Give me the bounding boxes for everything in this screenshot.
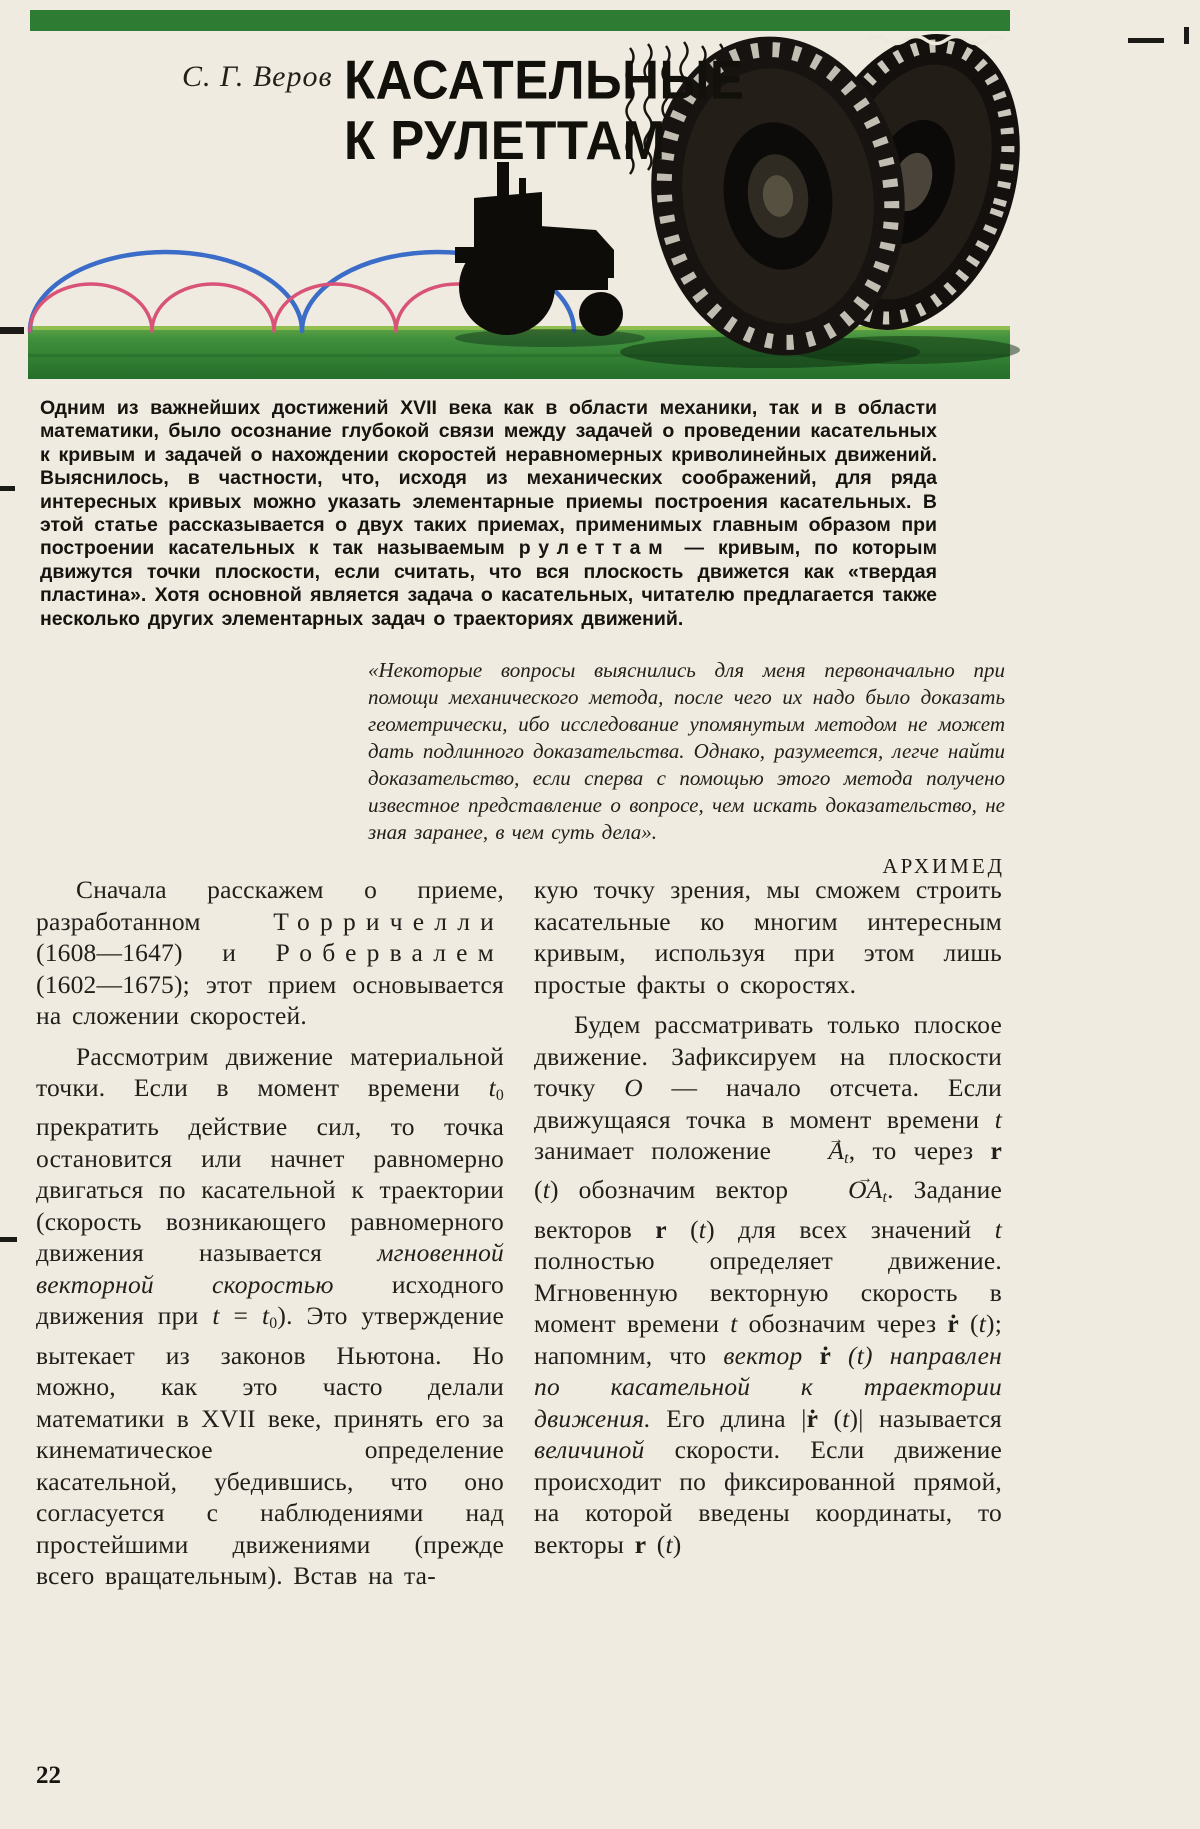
article-title-line1: КАСАТЕЛЬНЫЕ xyxy=(344,48,745,111)
epigraph-text: «Некоторые вопросы выяснились для меня первоначально при помощи механического метода, после чего их надо было доказать геометрически, ибо исследование упомянутым методом не может дать подлинного доказательства. Однако, разумеется, легче найти доказательство, если сперва с помощью этого метода получено известное представление о вопросе, чем искать доказательство, не зная заранее, в чем суть дела». xyxy=(368,658,1005,844)
print-mark xyxy=(0,327,24,334)
tractor-shadow xyxy=(455,329,645,347)
page-number: 22 xyxy=(36,1762,61,1789)
tractor-silhouette xyxy=(455,162,623,336)
print-mark xyxy=(0,1237,17,1242)
paragraph: Будем рассматривать только плоское движение. Зафиксируем на плоскости точку O — начало отсчета. Если движущаяся точка в момент времени t занимает положение $A \to_t$, то через r (t) обозначим вектор OA $\to_t$. Задание векторов r (t) для всех значений t полностью определяет движение. Мгновенную векторную скорость в момент времени t обозначим через ṙ (t); напомним, что вектор ṙ (t) направлен по касательной к траектории движения. Его длина |ṙ (t)| называется величиной скорости. Если движение происходит по фиксированной прямой, на которой введены координаты, то векторы r (t) xyxy=(534,1009,1002,1560)
body-column-right xyxy=(534,874,1002,1592)
epigraph-attribution: АРХИМЕД xyxy=(882,854,1005,878)
cycloid-arc-pink xyxy=(30,284,518,331)
article-body xyxy=(36,874,1002,1592)
paragraph: кую точку зрения, мы сможем строить касательные ко многим интересным кривым, используя при этом лишь простые факты о скоростях. xyxy=(534,875,1002,999)
print-mark xyxy=(1128,38,1164,43)
article-author: С. Г. Веров xyxy=(182,60,333,93)
print-mark xyxy=(0,486,15,491)
print-mark xyxy=(1184,27,1189,44)
paragraph: Сначала расскажем о приеме, разработанном Торричелли (1608—1647) и Робервалем (1602—1675); этот прием основывается на сложении скоростей. xyxy=(36,875,504,1030)
article-title xyxy=(344,50,744,171)
article-title-line2: К РУЛЕТТАМ xyxy=(344,109,666,171)
body-column-left xyxy=(36,874,504,1592)
epigraph xyxy=(368,657,1005,879)
article-abstract: Одним из важнейших достижений XVII века как в области механики, так и в области математики, было осознание глубокой связи между задачей о проведении касательных к кривым и задачей о нахождении скоростей неравномерных криволинейных движений. Выяснилось, в частности, что, исходя из механических соображений, для ряда интересных кривых можно указать элементарные приемы построения касательных. В этой статье рассказывается о двух таких приемах, применимых главным образом при построении касательных к так называемым рулеттам — кривым, по которым движутся точки плоскости, если считать, что вся плоскость движется как «твердая пластина». Хотя основной является задача о касательных, читателю предлагается также несколько других элементарных задач о траекториях движений. xyxy=(40,397,938,630)
paragraph: Рассмотрим движение материальной точки. Если в момент времени $t_0$ прекратить действие сил, то точка остановится или начнет равномерно двигаться по касательной к траектории (скорость возникающего равномерного движения называется мгновенной векторной скоростью исходного движения при $t = t_0$). Это утверждение вытекает из законов Ньютона. Но можно, как это часто делали математики в XVII веке, принять его за кинематическое определение касательной, убедившись, что оно согласуется с наблюдениями над простейшими движениями (прежде всего вращательным). Встав на та- xyxy=(36,1041,505,1591)
